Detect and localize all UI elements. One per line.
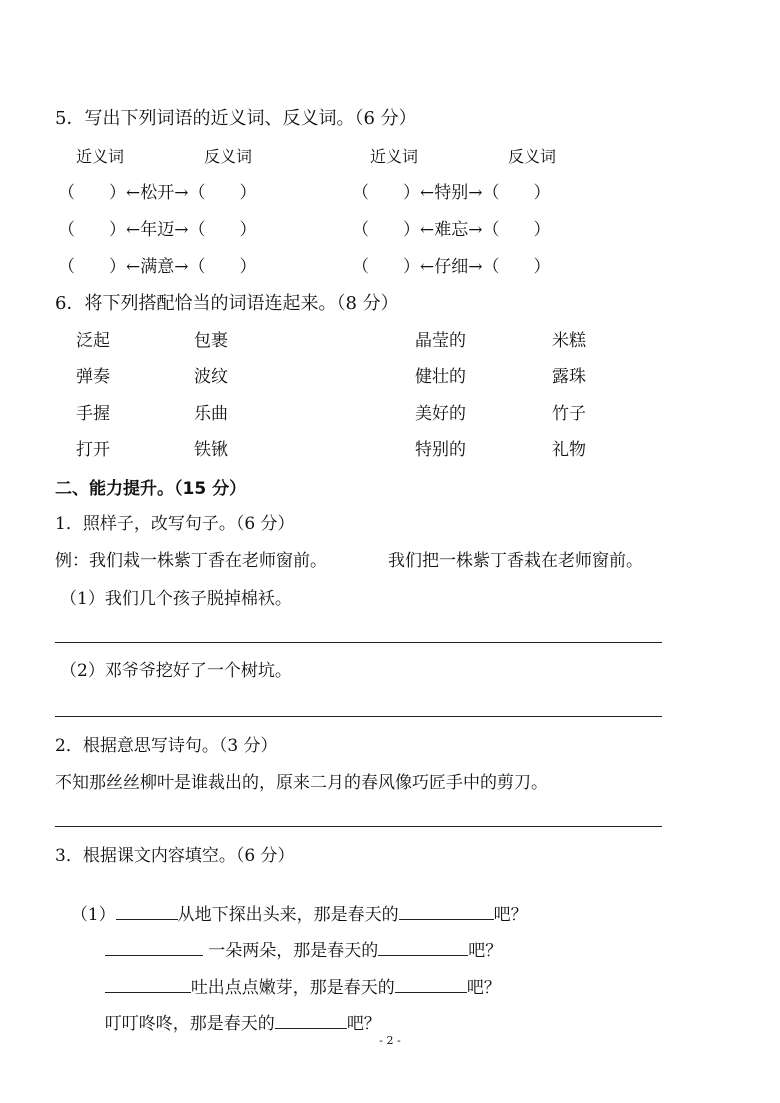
q6-word: 波纹 [194,367,228,387]
fill-blank[interactable] [378,939,468,956]
q6-word: 弹奏 [76,367,110,387]
answer-line[interactable] [55,826,662,827]
q6-word: 包裹 [194,331,228,351]
s2-q3-line1-prefix: （1） [70,905,116,925]
q5-row1-left: （ ）←松开→（ ） [58,183,257,203]
s2-q2-title: 2．根据意思写诗句。（3 分） [55,736,278,756]
q5-header-synonym-1: 近义词 [76,147,125,166]
s2-q1-title: 1．照样子，改写句子。（6 分） [55,514,295,534]
q6-word: 礼物 [552,440,586,460]
q5-header-synonym-2: 近义词 [370,147,419,166]
s2-q1-example: 例：我们栽一株紫丁香在老师窗前。 [55,551,327,571]
q6-word: 美好的 [415,404,466,424]
q6-word: 露珠 [552,367,586,387]
q5-row2-left: （ ）←年迈→（ ） [58,220,257,240]
fill-blank[interactable] [105,939,203,956]
q6-word: 晶莹的 [415,331,466,351]
s2-q3-line4 [94,995,381,1033]
s2-q3-title: 3．根据课文内容填空。（6 分） [55,846,295,866]
q6-word: 打开 [76,440,110,460]
fill-blank[interactable] [116,903,178,920]
q5-header-antonym-1: 反义词 [204,147,253,166]
s2-q3-line2 [94,922,502,960]
s2-q3-line1-end: 吧？ [493,905,528,925]
q5-row3-left: （ ）←满意→（ ） [58,257,257,277]
q6-word: 铁锹 [194,440,228,460]
s2-q3-line3-text: 吐出点点嫩芽，那是春天的 [190,978,395,998]
q6-word: 乐曲 [194,404,228,424]
q6-word: 米糕 [552,331,586,351]
s2-q3-line3 [94,959,501,997]
fill-blank[interactable] [105,976,191,993]
s2-q3-line4-text: 叮叮咚咚，那是春天的 [104,1014,275,1034]
q6-word: 健壮的 [415,367,466,387]
s2-q3-line1-text: 从地下探出头来，那是春天的 [177,905,399,925]
q5-row1-right: （ ）←特别→（ ） [352,183,551,203]
q6-word: 手握 [76,404,110,424]
q5-row2-right: （ ）←难忘→（ ） [352,220,551,240]
answer-line[interactable] [55,642,662,643]
s2-q3-line1 [60,886,528,924]
s2-q2-text: 不知那丝丝柳叶是谁裁出的，原来二月的春风像巧匠手中的剪刀。 [55,773,548,793]
q6-word: 泛起 [76,331,110,351]
fill-blank[interactable] [275,1012,347,1029]
s2-q3-line4-end: 吧？ [346,1014,381,1034]
fill-blank[interactable] [395,976,467,993]
q6-word: 特别的 [415,440,466,460]
q6-word: 竹子 [552,404,586,424]
q5-row3-right: （ ）←仔细→（ ） [352,257,551,277]
q5-header-antonym-2: 反义词 [508,147,557,166]
answer-line[interactable] [55,716,662,717]
q6-title: 6．将下列搭配恰当的词语连起来。（8 分） [55,293,399,314]
fill-blank[interactable] [399,903,494,920]
s2-q3-line3-end: 吧？ [466,978,501,998]
s2-q1-item1: （1）我们几个孩子脱掉棉袄。 [60,589,292,609]
s2-q3-line2-text: 一朵两朵，那是春天的 [202,941,379,961]
s2-q1-example-result: 我们把一株紫丁香栽在老师窗前。 [388,551,643,571]
s2-q1-item2: （2）邓爷爷挖好了一个树坑。 [60,661,292,681]
q5-title: 5．写出下列词语的近义词、反义词。（6 分） [55,108,417,129]
s2-q3-line2-end: 吧？ [468,941,503,961]
section2-title: 二、能力提升。（15 分） [55,479,247,499]
page-number: - 2 - [379,1034,401,1047]
